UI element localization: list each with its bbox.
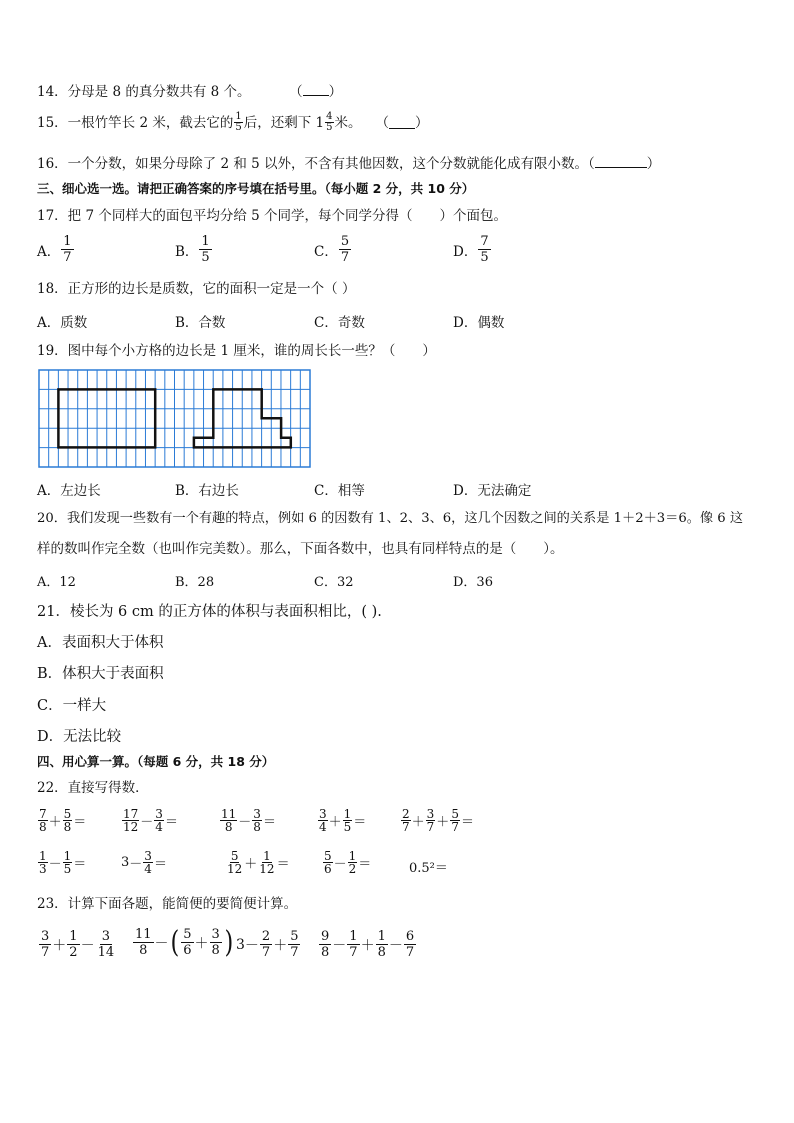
calc-item <box>400 808 474 833</box>
denominator: 3 <box>39 862 47 876</box>
option-d[interactable]: D．36 <box>453 575 493 590</box>
question-15-text-mid: 后，还剩下 1 <box>243 114 325 131</box>
denominator: 2 <box>69 945 78 960</box>
option-b[interactable]: B．合数 <box>175 315 226 331</box>
operator: － <box>332 937 347 954</box>
numerator: 1 <box>39 849 47 863</box>
option-label: B． <box>175 243 199 260</box>
fraction <box>319 929 331 960</box>
numerator: 7 <box>39 807 47 821</box>
question-14-text: 14．分母是 8 的真分数共有 8 个。 <box>37 84 251 100</box>
option-c[interactable] <box>314 234 352 265</box>
denominator: 7 <box>405 945 415 960</box>
numerator: 9 <box>321 929 330 944</box>
fraction <box>96 929 117 960</box>
question-14 <box>37 83 342 101</box>
numerator: 3 <box>211 927 220 942</box>
expression-2 <box>132 924 235 960</box>
fraction <box>260 929 272 960</box>
numerator: 3 <box>101 929 110 944</box>
question-15-text-end: 米。 <box>334 114 362 131</box>
numerator: 5 <box>63 807 72 821</box>
option-a[interactable]: A．表面积大于体积 <box>37 635 164 651</box>
operator: － <box>238 815 252 830</box>
operator: ＋ <box>328 815 342 830</box>
expression-4 <box>318 929 417 960</box>
option-a[interactable]: A．左边长 <box>37 483 101 499</box>
option-label: A． <box>37 243 61 260</box>
fraction <box>210 927 222 958</box>
answer-paren-open: （ <box>375 114 389 131</box>
fraction <box>38 850 48 875</box>
option-d[interactable]: D．无法比较 <box>37 729 122 745</box>
fraction <box>343 808 353 833</box>
question-19-text: 19．图中每个小方格的边长是 1 厘米，谁的周长长一些？（ ） <box>37 343 436 359</box>
denominator: 7 <box>402 820 410 834</box>
calc-item <box>37 808 86 833</box>
question-18-text: 18．正方形的边长是质数，它的面积一定是一个（ ） <box>37 281 356 297</box>
answer-paren-close: ） <box>646 156 661 172</box>
denominator: 6 <box>183 943 192 958</box>
fraction <box>38 808 48 833</box>
option-b[interactable] <box>175 234 213 265</box>
option-a[interactable]: A．12 <box>37 575 76 590</box>
numerator: 17 <box>123 807 139 821</box>
fraction <box>63 850 73 875</box>
numerator: 5 <box>183 927 192 942</box>
denominator: 8 <box>253 820 261 834</box>
expression-3 <box>236 929 301 960</box>
denominator: 5 <box>201 250 210 265</box>
equals-sign: ＝ <box>73 857 87 872</box>
question-20-line-2: 样的数叫作完全数（也叫作完美数）。那么，下面各数中，也具有同样特点的是（ ）。 <box>37 541 564 557</box>
fraction <box>220 808 237 833</box>
option-d[interactable] <box>453 234 492 265</box>
denominator: 6 <box>324 862 332 876</box>
fraction <box>348 850 358 875</box>
denominator: 4 <box>155 820 163 834</box>
calc-item: 0.5²＝ <box>409 861 448 876</box>
equals-sign: ＝ <box>262 815 276 830</box>
fraction <box>199 234 211 265</box>
denominator: 5 <box>326 122 333 133</box>
fraction <box>258 850 275 875</box>
calc-item <box>225 850 290 875</box>
numerator: 5 <box>340 234 350 249</box>
numerator: 5 <box>451 807 459 821</box>
operator: ＋ <box>244 857 258 872</box>
operator: ＋ <box>411 815 425 830</box>
operator: ＋ <box>436 815 450 830</box>
denominator: 8 <box>39 820 47 834</box>
option-d[interactable]: D．偶数 <box>453 315 505 331</box>
fraction <box>226 850 243 875</box>
calc-item <box>37 850 86 875</box>
fraction <box>318 808 328 833</box>
numerator: 7 <box>480 234 489 249</box>
operator: ＋ <box>360 937 375 954</box>
denominator: 7 <box>63 250 72 265</box>
fraction <box>347 929 359 960</box>
denominator: 7 <box>349 945 358 960</box>
fraction <box>478 234 490 265</box>
numerator: 1 <box>349 929 358 944</box>
equals-sign: ＝ <box>353 815 367 830</box>
numerator: 2 <box>261 929 271 944</box>
calc-item <box>322 850 371 875</box>
calc-item <box>121 808 178 833</box>
numerator: 1 <box>69 929 78 944</box>
denominator: 4 <box>144 862 152 876</box>
fraction <box>143 850 153 875</box>
answer-blank[interactable] <box>389 116 415 129</box>
equals-sign: ＝ <box>73 815 87 830</box>
numerator: 3 <box>41 929 50 944</box>
numerator: 1 <box>63 234 72 249</box>
numerator: 1 <box>63 849 72 863</box>
denominator: 14 <box>97 945 115 960</box>
denominator: 8 <box>321 945 330 960</box>
denominator: 5 <box>343 820 352 834</box>
question-16-text: 16．一个分数，如果分母除了 2 和 5 以外，不含有其他因数，这个分数就能化成有限小数。 <box>37 156 589 172</box>
answer-blank[interactable] <box>303 83 329 96</box>
section-4-heading: 四、用心算一算。（每题 6 分，共 18 分） <box>37 754 275 769</box>
denominator: 12 <box>227 862 243 876</box>
question-15-text-start: 15．一根竹竿长 2 米，截去它的 <box>37 114 234 131</box>
numerator: 11 <box>135 927 152 942</box>
question-22-text: 22．直接写得数． <box>37 780 149 796</box>
operator: － <box>80 937 95 954</box>
numerator: 3 <box>253 807 261 821</box>
answer-paren-close: ） <box>415 114 429 131</box>
option-c[interactable]: C．奇数 <box>314 315 365 331</box>
denominator: 5 <box>63 862 72 876</box>
fraction <box>61 234 73 265</box>
operator: － <box>129 857 143 872</box>
equals-sign: ＝ <box>153 857 167 872</box>
denominator: 5 <box>235 122 242 133</box>
numerator: 3 <box>319 807 327 821</box>
denominator: 8 <box>139 943 148 958</box>
operator: ＋ <box>52 937 67 954</box>
denominator: 5 <box>480 250 489 265</box>
numerator: 1 <box>343 807 352 821</box>
numerator: 1 <box>201 234 210 249</box>
denominator: 8 <box>224 820 233 834</box>
operator: ＋ <box>48 815 62 830</box>
expression-1 <box>38 929 117 960</box>
numerator: 3 <box>144 849 152 863</box>
question-15 <box>37 112 429 133</box>
fraction <box>154 808 164 833</box>
fraction <box>325 112 333 133</box>
numerator: 11 <box>221 807 237 821</box>
option-d[interactable]: D．无法确定 <box>453 483 532 499</box>
operator: － <box>48 857 62 872</box>
denominator: 4 <box>319 820 327 834</box>
operator: － <box>333 857 347 872</box>
section-3-heading: 三、细心选一选。请把正确答案的序号填在括号里。（每小题 2 分，共 10 分） <box>37 181 475 196</box>
denominator: 7 <box>451 820 459 834</box>
answer-paren-open: （ <box>588 156 595 172</box>
fraction <box>339 234 351 265</box>
numerator: 5 <box>324 849 332 863</box>
left-parenthesis: ( <box>170 924 179 960</box>
denominator: 12 <box>123 820 139 834</box>
fraction <box>252 808 262 833</box>
option-label: C． <box>314 243 338 260</box>
operator: ＋ <box>194 935 209 952</box>
fraction <box>450 808 460 833</box>
equals-sign: ＝ <box>164 815 178 830</box>
fraction <box>63 808 73 833</box>
fraction <box>376 929 388 960</box>
operator: － <box>388 937 403 954</box>
denominator: 7 <box>426 820 435 834</box>
fraction <box>404 929 416 960</box>
calc-item <box>219 808 276 833</box>
whole-number: 3 <box>236 936 245 953</box>
numerator: 3 <box>155 807 163 821</box>
answer-paren-close: ） <box>328 84 343 100</box>
fraction <box>234 112 242 133</box>
option-label: D． <box>453 243 478 260</box>
question-23-text: 23．计算下面各题，能简便的要简便计算。 <box>37 896 298 912</box>
fraction <box>39 929 51 960</box>
denominator: 12 <box>259 862 275 876</box>
numerator: 2 <box>402 807 410 821</box>
calc-item <box>121 850 167 875</box>
equals-sign: ＝ <box>358 857 372 872</box>
operator: ＋ <box>273 937 288 954</box>
right-parenthesis: ) <box>224 924 234 960</box>
question-16 <box>37 155 660 173</box>
numerator: 1 <box>377 929 386 944</box>
question-21-text: 21．棱长为 6 cm 的正方体的体积与表面积相比，( ). <box>37 604 382 620</box>
fraction <box>67 929 79 960</box>
denominator: 7 <box>261 945 271 960</box>
numerator: 4 <box>326 111 333 122</box>
option-c[interactable]: C．相等 <box>314 483 365 499</box>
operator: － <box>140 815 154 830</box>
numerator: 3 <box>426 807 435 821</box>
option-a[interactable] <box>37 234 75 265</box>
operator: － <box>244 937 259 954</box>
denominator: 7 <box>290 945 299 960</box>
fraction <box>401 808 411 833</box>
question-17-text: 17．把 7 个同样大的面包平均分给 5 个同学，每个同学分得（ ）个面包。 <box>37 208 508 224</box>
option-b[interactable]: B．28 <box>175 575 215 590</box>
numerator: 1 <box>348 849 357 863</box>
fraction <box>323 850 333 875</box>
numerator: 5 <box>230 849 239 863</box>
equals-sign: ＝ <box>276 857 290 872</box>
perimeter-grid-figure <box>38 369 311 468</box>
fraction <box>122 808 139 833</box>
fraction <box>133 927 154 958</box>
numerator: 1 <box>235 111 242 122</box>
denominator: 7 <box>340 250 350 265</box>
option-c[interactable]: C．32 <box>314 575 354 590</box>
numerator: 1 <box>263 849 271 863</box>
calc-item <box>317 808 366 833</box>
operator: － <box>154 935 169 952</box>
option-b[interactable]: B．体积大于表面积 <box>37 666 164 682</box>
fraction <box>426 808 436 833</box>
answer-blank[interactable] <box>595 155 647 168</box>
answer-paren-open: （ <box>289 84 303 100</box>
numerator: 6 <box>405 929 415 944</box>
denominator: 8 <box>63 820 72 834</box>
fraction <box>288 929 300 960</box>
option-b[interactable]: B．右边长 <box>175 483 239 499</box>
equals-sign: ＝ <box>460 815 474 830</box>
denominator: 8 <box>377 945 386 960</box>
whole-number: 3 <box>121 855 130 870</box>
denominator: 7 <box>41 945 50 960</box>
denominator: 8 <box>211 943 220 958</box>
numerator: 5 <box>290 929 299 944</box>
fraction <box>181 927 193 958</box>
option-c[interactable]: C．一样大 <box>37 698 107 714</box>
denominator: 2 <box>348 862 357 876</box>
question-20-line-1: 20．我们发现一些数有一个有趣的特点，例如 6 的因数有 1、2、3、6，这几个因数之间的关系是 1＋2＋3＝6。像 6 这 <box>37 511 744 526</box>
option-a[interactable]: A．质数 <box>37 315 88 331</box>
